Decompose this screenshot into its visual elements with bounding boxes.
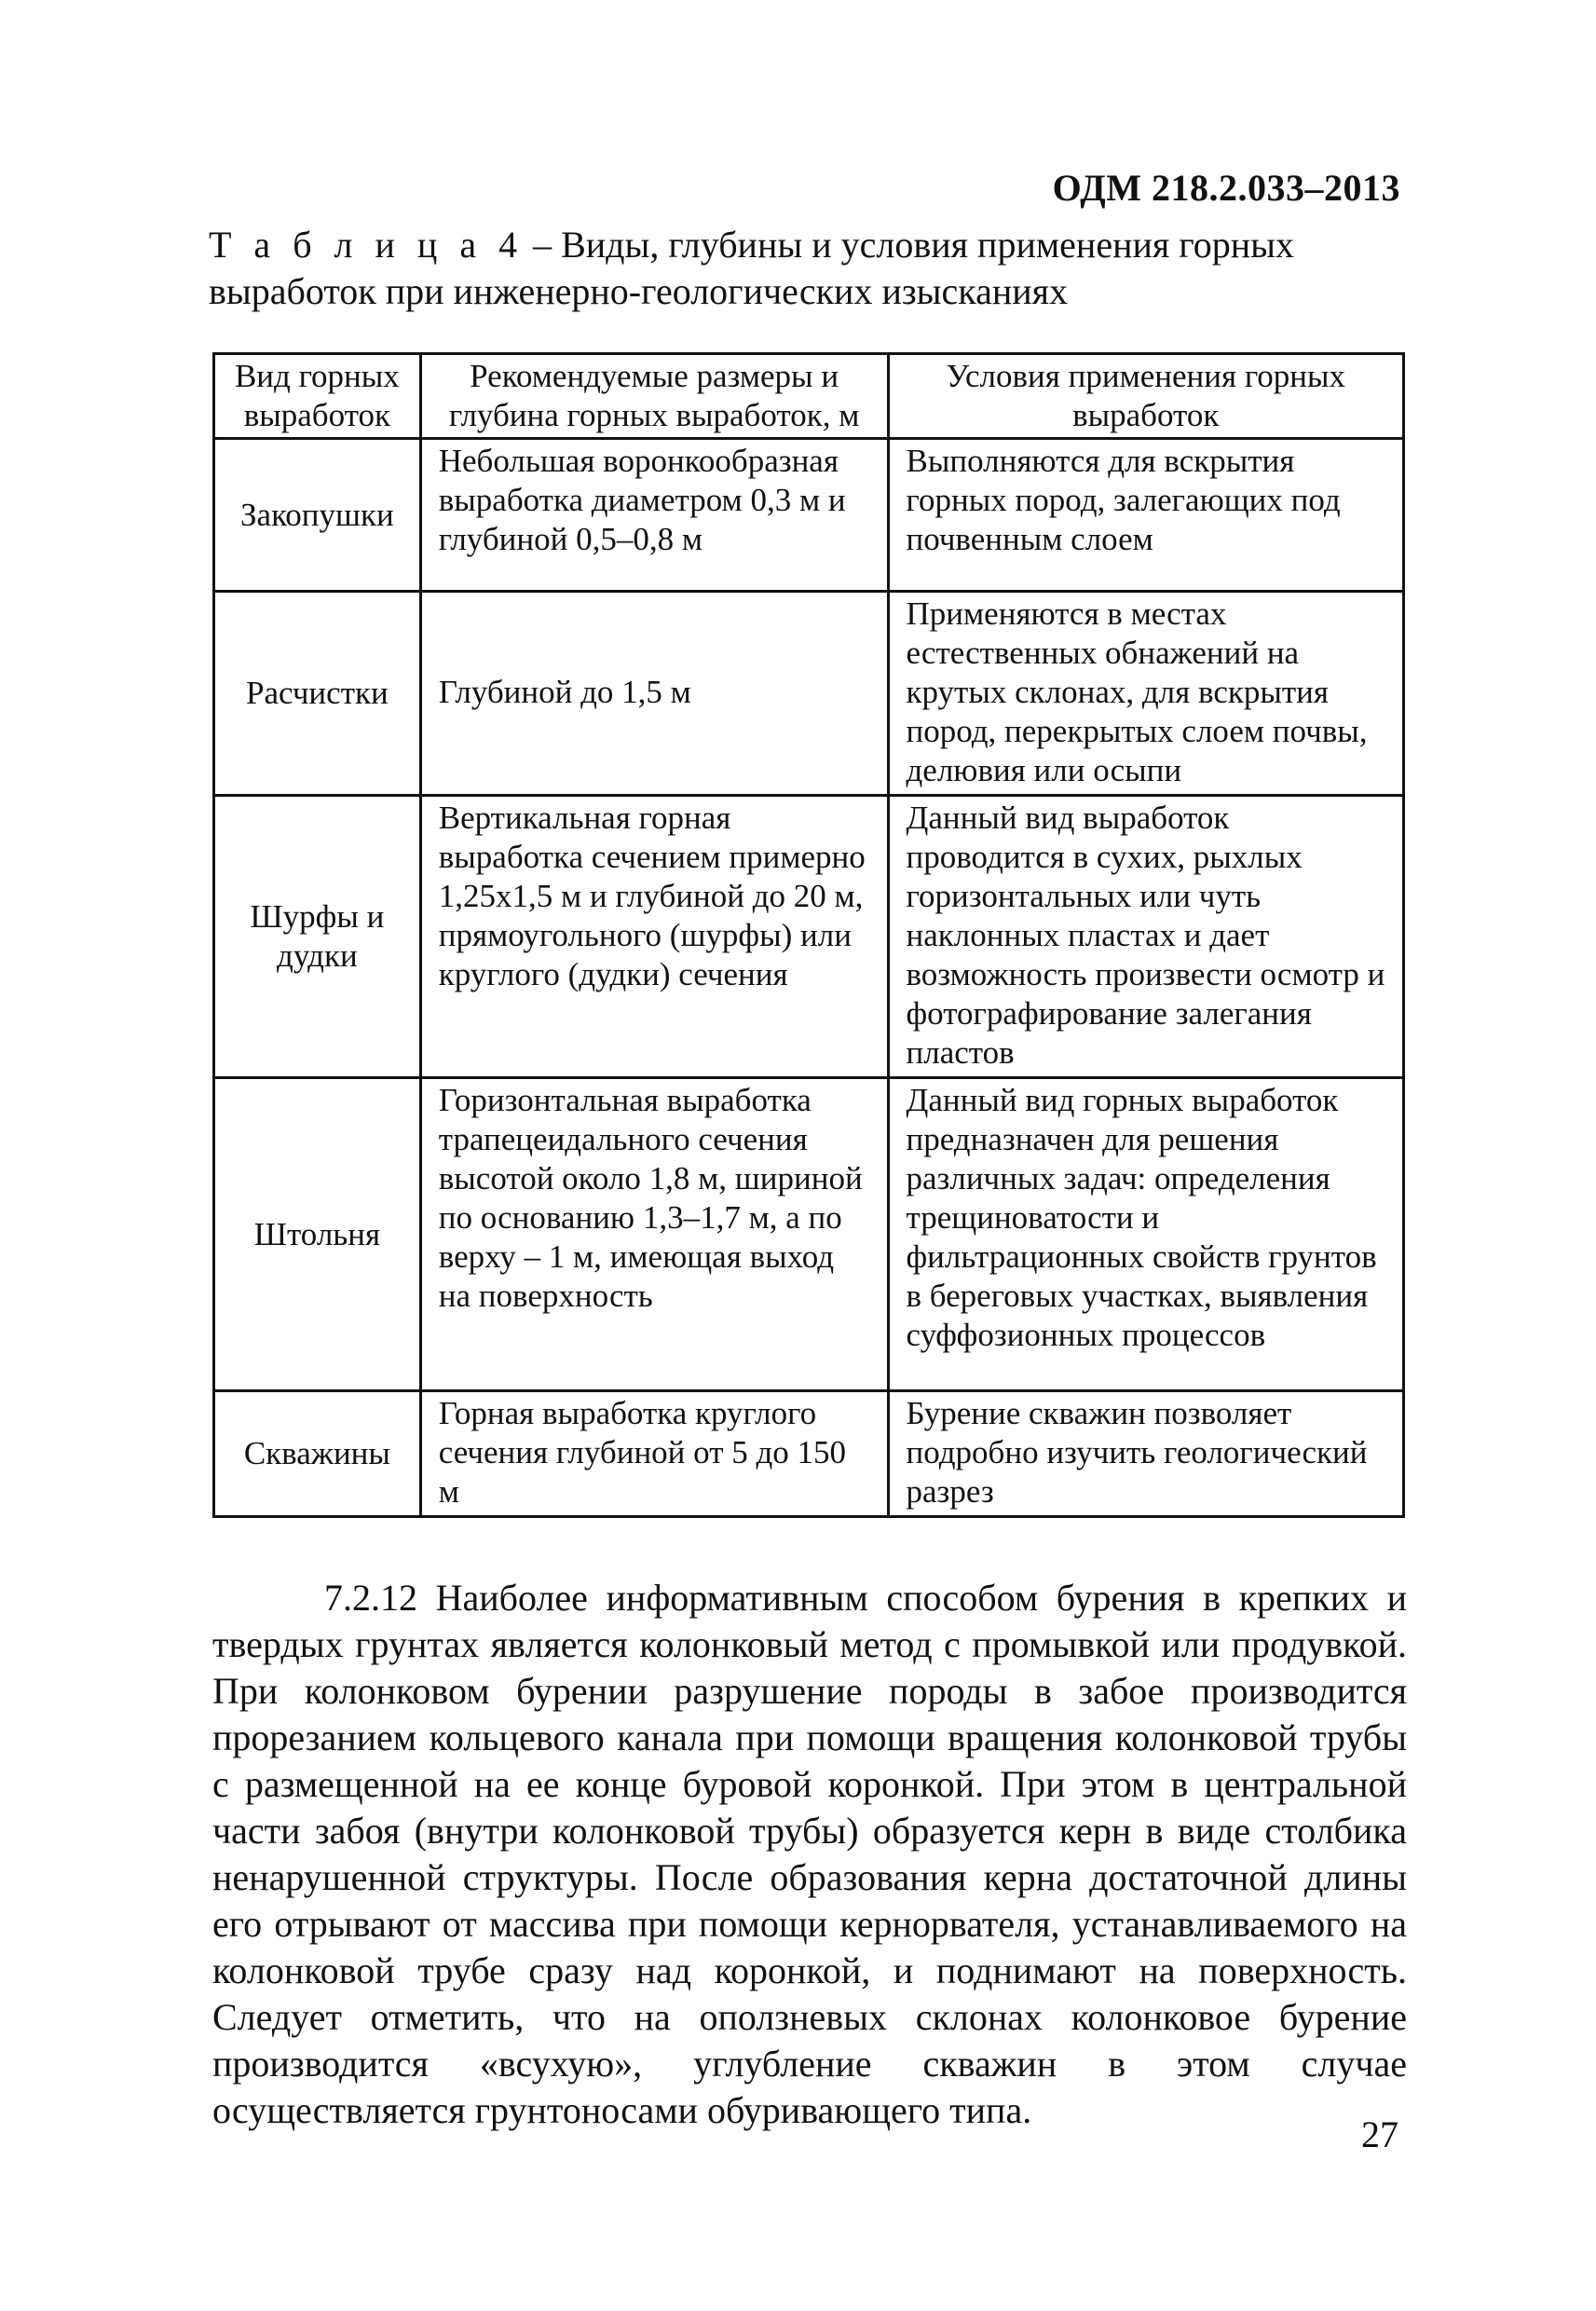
table-row: [214, 439, 1404, 592]
page-number: 27: [1361, 2113, 1398, 2155]
column-header-conditions: Условия применения горных выработок: [888, 354, 1404, 439]
column-header-kind: Вид горных выработок: [214, 354, 421, 439]
table-caption-label: Т а б л и ц а 4: [209, 224, 525, 266]
column-header-size: Рекомендуемые размеры и глубина горных выработок, м: [420, 354, 888, 439]
cell-size: Вертикальная горная выработка сечением примерно 1,25х1,5 м и глубиной до 20 м, прямоугольного (шурфы) или круглого (дудки) сечения: [420, 796, 888, 1078]
table-caption: [209, 222, 1411, 315]
mine-workings-table: [212, 352, 1405, 1518]
cell-size: Небольшая воронкообразная выработка диаметром 0,3 м и глубиной 0,5–0,8 м: [420, 439, 888, 592]
cell-conditions: Данный вид горных выработок предназначен для решения различных задач: определения трещиноватости и фильтрационных свойств грунтов в береговых участках, выявления суффозионных процессов: [888, 1078, 1404, 1391]
cell-conditions: Данный вид выработок проводится в сухих, рыхлых горизонтальных или чуть наклонных пластах и дает возможность произвести осмотр и фотографирование залегания пластов: [888, 796, 1404, 1078]
cell-conditions: Выполняются для вскрытия горных пород, залегающих под почвенным слоем: [888, 439, 1404, 592]
cell-kind: Расчистки: [214, 592, 421, 796]
cell-kind: Закопушки: [214, 439, 421, 592]
document-code: ОДМ 218.2.033–2013: [1052, 167, 1400, 209]
cell-conditions: Применяются в местах естественных обнажений на крутых склонах, для вскрытия пород, перекрытых слоем почвы, делювия или осыпи: [888, 592, 1404, 796]
table-row: [214, 796, 1404, 1078]
cell-conditions: Бурение скважин позволяет подробно изучить геологический разрез: [888, 1391, 1404, 1517]
cell-kind: Шурфы и дудки: [214, 796, 421, 1078]
cell-size: Горная выработка круглого сечения глубиной от 5 до 150 м: [420, 1391, 888, 1517]
cell-size: Горизонтальная выработка трапецеидального сечения высотой около 1,8 м, шириной по основанию 1,3–1,7 м, а по верху – 1 м, имеющая выход на поверхность: [420, 1078, 888, 1391]
table-row: [214, 1078, 1404, 1391]
table-caption-text: – Виды, глубины и условия применения горных выработок при инженерно-геологических изысканиях: [209, 224, 1294, 312]
table-header-row: [214, 354, 1404, 439]
cell-kind: Штольня: [214, 1078, 421, 1391]
cell-kind: Скважины: [214, 1391, 421, 1517]
cell-size: Глубиной до 1,5 м: [420, 592, 888, 796]
table-row: [214, 592, 1404, 796]
table-row: [214, 1391, 1404, 1517]
body-paragraph: 7.2.12 Наиболее информативным способом бурения в крепких и твердых грунтах является колонковый метод с промывкой или продувкой. При колонковом бурении разрушение породы в забое производится прорезанием кольцевого канала при помощи вращения колонковой трубы с размещенной на ее конце буровой коронкой. При этом в центральной части забоя (внутри колонковой трубы) образуется керн в виде столбика ненарушенной структуры. После образования керна достаточной длины его отрывают от массива при помощи кернорвателя, устанавливаемого на колонковой трубе сразу над коронкой, и поднимают на поверхность. Следует отметить, что на оползневых склонах колонковое бурение производится «всухую», углубление скважин в этом случае осуществляется грунтоносами обуривающего типа.: [212, 1577, 1407, 2131]
